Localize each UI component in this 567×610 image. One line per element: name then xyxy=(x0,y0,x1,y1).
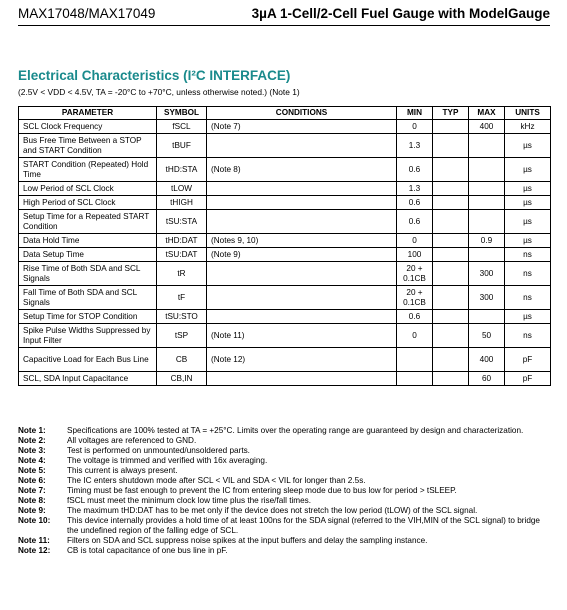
table-row xyxy=(19,324,551,348)
note-text: fSCL must meet the minimum clock low time plus the rise/fall times. xyxy=(67,496,312,505)
cell-min: 0.6 xyxy=(397,210,433,234)
cell-max: 400 xyxy=(469,120,505,134)
cell-parameter: Spike Pulse Widths Suppressed by Input Filter xyxy=(19,324,157,348)
note-text: The maximum tHD:DAT has to be met only if the device does not stretch the low period (tLOW) of the SCL signal. xyxy=(67,506,478,515)
cell-typ xyxy=(433,324,469,348)
cell-max: 300 xyxy=(469,262,505,286)
cell-parameter: SCL Clock Frequency xyxy=(19,120,157,134)
column-header: PARAMETER xyxy=(19,107,157,120)
cell-min xyxy=(397,372,433,386)
table-row xyxy=(19,248,551,262)
cell-units: µs xyxy=(505,158,551,182)
note-text: The IC enters shutdown mode after SCL < VIL and SDA < VIL for longer than 2.5s. xyxy=(67,476,366,485)
cell-units: ns xyxy=(505,324,551,348)
cell-max xyxy=(469,196,505,210)
table-header-row xyxy=(19,107,551,120)
cell-units: µs xyxy=(505,310,551,324)
table-row xyxy=(19,234,551,248)
table-row xyxy=(19,286,551,310)
cell-units: µs xyxy=(505,134,551,158)
column-header: SYMBOL xyxy=(157,107,207,120)
note-item xyxy=(18,456,553,466)
note-item xyxy=(18,546,553,556)
cell-min: 1.3 xyxy=(397,134,433,158)
cell-parameter: Capacitive Load for Each Bus Line xyxy=(19,348,157,372)
cell-conditions xyxy=(207,134,397,158)
cell-conditions xyxy=(207,286,397,310)
cell-symbol: tSU:STO xyxy=(157,310,207,324)
note-label: Note 8: xyxy=(18,496,46,505)
note-label: Note 3: xyxy=(18,446,46,455)
note-item xyxy=(18,476,553,486)
note-label: Note 10: xyxy=(18,516,51,525)
note-item xyxy=(18,446,553,456)
note-text: Timing must be fast enough to prevent the IC from entering sleep mode due to bus low for period > tSLEEP. xyxy=(67,486,457,495)
cell-min: 0.6 xyxy=(397,158,433,182)
cell-max xyxy=(469,158,505,182)
table-row xyxy=(19,310,551,324)
note-text: All voltages are referenced to GND. xyxy=(67,436,197,445)
cell-typ xyxy=(433,120,469,134)
cell-parameter: Fall Time of Both SDA and SCL Signals xyxy=(19,286,157,310)
cell-max xyxy=(469,248,505,262)
cell-units: µs xyxy=(505,182,551,196)
table-row xyxy=(19,158,551,182)
cell-conditions xyxy=(207,262,397,286)
cell-max: 0.9 xyxy=(469,234,505,248)
section-title: Electrical Characteristics (I²C INTERFACE) xyxy=(18,68,291,83)
cell-typ xyxy=(433,372,469,386)
cell-units: µs xyxy=(505,234,551,248)
cell-parameter: Rise Time of Both SDA and SCL Signals xyxy=(19,262,157,286)
cell-typ xyxy=(433,234,469,248)
cell-symbol: tHIGH xyxy=(157,196,207,210)
cell-parameter: Low Period of SCL Clock xyxy=(19,182,157,196)
cell-max: 400 xyxy=(469,348,505,372)
cell-symbol: tLOW xyxy=(157,182,207,196)
cell-parameter: SCL, SDA Input Capacitance xyxy=(19,372,157,386)
note-text: The voltage is trimmed and verified with 16x averaging. xyxy=(67,456,268,465)
table-row xyxy=(19,196,551,210)
cell-parameter: High Period of SCL Clock xyxy=(19,196,157,210)
cell-conditions xyxy=(207,310,397,324)
note-label: Note 12: xyxy=(18,546,51,555)
column-header: CONDITIONS xyxy=(207,107,397,120)
cell-typ xyxy=(433,348,469,372)
table-row xyxy=(19,120,551,134)
cell-typ xyxy=(433,196,469,210)
cell-units: ns xyxy=(505,248,551,262)
cell-typ xyxy=(433,248,469,262)
part-numbers: MAX17048/MAX17049 xyxy=(18,6,156,21)
cell-typ xyxy=(433,262,469,286)
cell-symbol: tSU:DAT xyxy=(157,248,207,262)
table-row xyxy=(19,210,551,234)
cell-conditions: (Note 12) xyxy=(207,348,397,372)
cell-parameter: Setup Time for STOP Condition xyxy=(19,310,157,324)
cell-parameter: Bus Free Time Between a STOP and START Condition xyxy=(19,134,157,158)
cell-units: pF xyxy=(505,348,551,372)
column-header: MIN xyxy=(397,107,433,120)
note-label: Note 5: xyxy=(18,466,46,475)
cell-symbol: tSU:STA xyxy=(157,210,207,234)
cell-max xyxy=(469,182,505,196)
cell-max: 300 xyxy=(469,286,505,310)
note-label: Note 1: xyxy=(18,426,46,435)
page-header xyxy=(18,6,550,26)
table-row xyxy=(19,134,551,158)
note-item xyxy=(18,486,553,496)
cell-symbol: tSP xyxy=(157,324,207,348)
column-header: UNITS xyxy=(505,107,551,120)
column-header: TYP xyxy=(433,107,469,120)
cell-conditions xyxy=(207,196,397,210)
note-item xyxy=(18,536,553,546)
cell-conditions: (Note 11) xyxy=(207,324,397,348)
cell-units: kHz xyxy=(505,120,551,134)
table-row xyxy=(19,348,551,372)
cell-typ xyxy=(433,158,469,182)
cell-min: 0 xyxy=(397,120,433,134)
cell-min xyxy=(397,348,433,372)
cell-parameter: Setup Time for a Repeated START Condition xyxy=(19,210,157,234)
cell-min: 100 xyxy=(397,248,433,262)
cell-typ xyxy=(433,286,469,310)
cell-min: 0.6 xyxy=(397,310,433,324)
notes-list xyxy=(18,426,553,556)
note-label: Note 6: xyxy=(18,476,46,485)
note-text: Specifications are 100% tested at TA = +25°C. Limits over the operating range are guaranteed by design and characterization. xyxy=(67,426,524,435)
cell-min: 0.6 xyxy=(397,196,433,210)
cell-units: µs xyxy=(505,196,551,210)
table-row xyxy=(19,262,551,286)
note-item xyxy=(18,466,553,476)
cell-min: 20 + 0.1CB xyxy=(397,286,433,310)
table-row xyxy=(19,182,551,196)
cell-conditions xyxy=(207,210,397,234)
cell-max xyxy=(469,134,505,158)
note-text: This device internally provides a hold time of at least 100ns for the SDA signal (referred to the VIH,MIN of the SCL signal) to bridge the undefined region of the falling edge of SCL. xyxy=(67,516,540,535)
note-label: Note 9: xyxy=(18,506,46,515)
cell-min: 0 xyxy=(397,324,433,348)
cell-min: 20 + 0.1CB xyxy=(397,262,433,286)
note-label: Note 7: xyxy=(18,486,46,495)
cell-symbol: tHD:STA xyxy=(157,158,207,182)
cell-typ xyxy=(433,182,469,196)
note-label: Note 11: xyxy=(18,536,50,545)
cell-symbol: CB xyxy=(157,348,207,372)
cell-conditions xyxy=(207,372,397,386)
cell-conditions: (Note 8) xyxy=(207,158,397,182)
note-item xyxy=(18,496,553,506)
cell-units: pF xyxy=(505,372,551,386)
cell-typ xyxy=(433,134,469,158)
cell-max: 50 xyxy=(469,324,505,348)
cell-symbol: CB,IN xyxy=(157,372,207,386)
cell-max: 60 xyxy=(469,372,505,386)
cell-parameter: START Condition (Repeated) Hold Time xyxy=(19,158,157,182)
note-item xyxy=(18,516,553,536)
column-header: MAX xyxy=(469,107,505,120)
cell-parameter: Data Hold Time xyxy=(19,234,157,248)
note-item xyxy=(18,506,553,516)
cell-symbol: fSCL xyxy=(157,120,207,134)
cell-conditions: (Note 7) xyxy=(207,120,397,134)
cell-max xyxy=(469,210,505,234)
cell-symbol: tBUF xyxy=(157,134,207,158)
cell-min: 1.3 xyxy=(397,182,433,196)
electrical-characteristics-table xyxy=(18,106,551,386)
cell-conditions: (Notes 9, 10) xyxy=(207,234,397,248)
note-item xyxy=(18,436,553,446)
operating-conditions: (2.5V < VDD < 4.5V, TA = -20°C to +70°C, unless otherwise noted.) (Note 1) xyxy=(18,87,300,97)
cell-parameter: Data Setup Time xyxy=(19,248,157,262)
cell-typ xyxy=(433,310,469,324)
cell-conditions xyxy=(207,182,397,196)
note-text: CB is total capacitance of one bus line in pF. xyxy=(67,546,228,555)
table-row xyxy=(19,372,551,386)
cell-typ xyxy=(433,210,469,234)
note-item xyxy=(18,426,553,436)
cell-units: ns xyxy=(505,286,551,310)
cell-units: µs xyxy=(505,210,551,234)
cell-symbol: tHD:DAT xyxy=(157,234,207,248)
cell-symbol: tF xyxy=(157,286,207,310)
note-text: Test is performed on unmounted/unsoldered parts. xyxy=(67,446,250,455)
note-text: This current is always present. xyxy=(67,466,178,475)
note-label: Note 4: xyxy=(18,456,46,465)
document-title: 3µA 1-Cell/2-Cell Fuel Gauge with ModelGauge xyxy=(251,6,550,21)
cell-conditions: (Note 9) xyxy=(207,248,397,262)
cell-units: ns xyxy=(505,262,551,286)
header-rule xyxy=(18,25,550,26)
note-text: Filters on SDA and SCL suppress noise spikes at the input buffers and delay the sampling instance. xyxy=(67,536,428,545)
cell-max xyxy=(469,310,505,324)
cell-min: 0 xyxy=(397,234,433,248)
cell-symbol: tR xyxy=(157,262,207,286)
note-label: Note 2: xyxy=(18,436,46,445)
